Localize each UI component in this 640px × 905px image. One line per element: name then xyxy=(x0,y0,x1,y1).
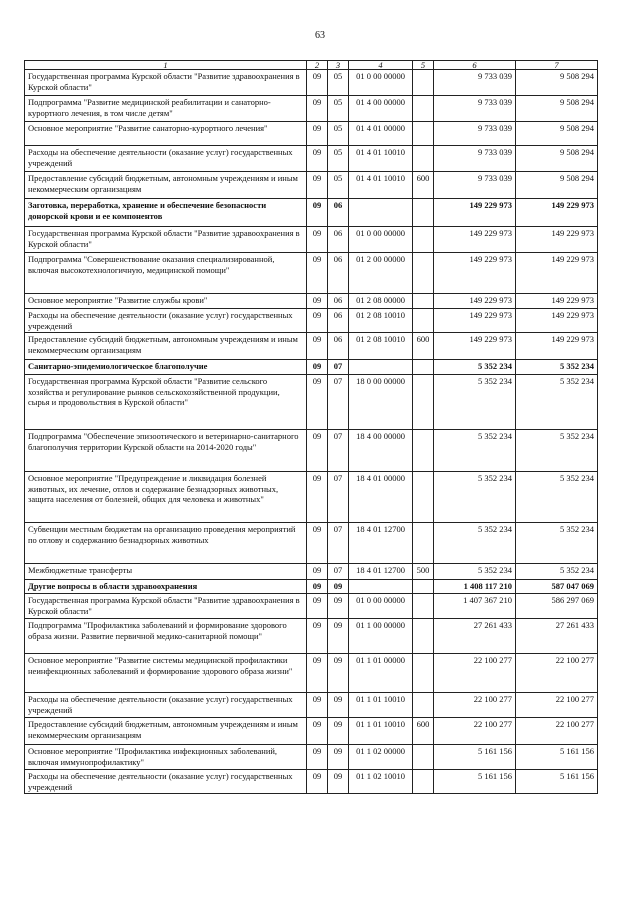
row-amount-2: 9 508 294 xyxy=(516,122,598,146)
row-name: Подпрограмма "Обеспечение эпизоотического и ветеринарно-санитарного благополучия территории Курской области на 2014-2020 годы" xyxy=(25,430,307,472)
row-amount-2: 149 229 973 xyxy=(516,333,598,360)
row-name: Государственная программа Курской области "Развитие сельского хозяйства и регулирование рынков сельскохозяйственной продукции, сырья и продовольствия в Курской области" xyxy=(25,375,307,430)
row-section: 09 xyxy=(307,122,328,146)
row-name: Основное мероприятие "Развитие системы медицинской профилактики неинфекционных заболеваний и формирование здорового образа жизни" xyxy=(25,654,307,693)
row-subsection: 09 xyxy=(328,619,349,654)
table-row xyxy=(25,309,598,333)
row-expense-type xyxy=(413,122,434,146)
header-cell: 3 xyxy=(328,61,349,70)
header-cell: 7 xyxy=(516,61,598,70)
row-subsection: 06 xyxy=(328,199,349,227)
row-expense-type xyxy=(413,227,434,253)
header-cell: 1 xyxy=(25,61,307,70)
row-name: Подпрограмма "Совершенствование оказания специализированной, включая высокотехнологичную, медицинской помощи" xyxy=(25,253,307,294)
row-name: Другие вопросы в области здравоохранения xyxy=(25,580,307,594)
table-row xyxy=(25,523,598,564)
row-section: 09 xyxy=(307,294,328,309)
row-subsection: 05 xyxy=(328,146,349,172)
table-row xyxy=(25,580,598,594)
row-target-code: 01 1 02 10010 xyxy=(349,770,413,794)
row-section: 09 xyxy=(307,564,328,580)
row-section: 09 xyxy=(307,309,328,333)
row-target-code xyxy=(349,360,413,375)
row-expense-type xyxy=(413,146,434,172)
row-amount-1: 5 352 234 xyxy=(434,360,516,375)
table-row xyxy=(25,199,598,227)
header-cell: 5 xyxy=(413,61,434,70)
row-subsection: 09 xyxy=(328,654,349,693)
table-row xyxy=(25,375,598,430)
row-target-code xyxy=(349,199,413,227)
table-row xyxy=(25,146,598,172)
row-expense-type xyxy=(413,70,434,96)
row-section: 09 xyxy=(307,745,328,770)
row-amount-2: 149 229 973 xyxy=(516,309,598,333)
row-target-code: 18 4 01 12700 xyxy=(349,564,413,580)
row-amount-1: 9 733 039 xyxy=(434,96,516,122)
row-section: 09 xyxy=(307,96,328,122)
row-expense-type xyxy=(413,594,434,619)
row-amount-1: 5 352 234 xyxy=(434,523,516,564)
row-name: Государственная программа Курской области "Развитие здравоохранения в Курской области" xyxy=(25,227,307,253)
header-row xyxy=(25,61,598,70)
row-expense-type: 500 xyxy=(413,564,434,580)
row-amount-1: 5 352 234 xyxy=(434,472,516,523)
row-expense-type xyxy=(413,294,434,309)
row-section: 09 xyxy=(307,654,328,693)
row-section: 09 xyxy=(307,619,328,654)
row-target-code: 01 4 01 10010 xyxy=(349,146,413,172)
row-expense-type xyxy=(413,253,434,294)
row-amount-2: 5 352 234 xyxy=(516,375,598,430)
row-subsection: 05 xyxy=(328,122,349,146)
row-section: 09 xyxy=(307,146,328,172)
row-amount-1: 22 100 277 xyxy=(434,693,516,718)
row-name: Предоставление субсидий бюджетным, автономным учреждениям и иным некоммерческим организациям xyxy=(25,333,307,360)
table-row xyxy=(25,745,598,770)
row-amount-1: 149 229 973 xyxy=(434,309,516,333)
row-target-code: 01 1 01 10010 xyxy=(349,718,413,745)
row-target-code: 01 1 00 00000 xyxy=(349,619,413,654)
table-row xyxy=(25,430,598,472)
row-expense-type xyxy=(413,580,434,594)
row-subsection: 06 xyxy=(328,227,349,253)
row-expense-type xyxy=(413,309,434,333)
row-amount-2: 22 100 277 xyxy=(516,718,598,745)
row-target-code: 01 1 01 00000 xyxy=(349,654,413,693)
row-target-code: 01 2 00 00000 xyxy=(349,253,413,294)
row-section: 09 xyxy=(307,594,328,619)
row-amount-1: 149 229 973 xyxy=(434,227,516,253)
row-target-code: 01 2 08 10010 xyxy=(349,333,413,360)
table-row xyxy=(25,333,598,360)
row-expense-type xyxy=(413,619,434,654)
row-subsection: 06 xyxy=(328,333,349,360)
row-amount-1: 149 229 973 xyxy=(434,199,516,227)
row-expense-type xyxy=(413,375,434,430)
row-amount-2: 5 352 234 xyxy=(516,523,598,564)
table-row xyxy=(25,253,598,294)
row-amount-2: 587 047 069 xyxy=(516,580,598,594)
row-section: 09 xyxy=(307,523,328,564)
row-amount-2: 149 229 973 xyxy=(516,199,598,227)
row-subsection: 07 xyxy=(328,564,349,580)
row-amount-2: 149 229 973 xyxy=(516,227,598,253)
row-section: 09 xyxy=(307,693,328,718)
row-subsection: 05 xyxy=(328,70,349,96)
row-subsection: 09 xyxy=(328,745,349,770)
table-row xyxy=(25,122,598,146)
row-expense-type: 600 xyxy=(413,333,434,360)
row-section: 09 xyxy=(307,770,328,794)
row-expense-type: 600 xyxy=(413,172,434,199)
row-expense-type xyxy=(413,199,434,227)
row-name: Государственная программа Курской области "Развитие здравоохранения в Курской области" xyxy=(25,594,307,619)
row-subsection: 09 xyxy=(328,693,349,718)
row-amount-2: 9 508 294 xyxy=(516,96,598,122)
row-section: 09 xyxy=(307,70,328,96)
row-section: 09 xyxy=(307,333,328,360)
row-subsection: 05 xyxy=(328,172,349,199)
row-subsection: 09 xyxy=(328,718,349,745)
row-expense-type xyxy=(413,430,434,472)
table-row xyxy=(25,360,598,375)
row-name: Расходы на обеспечение деятельности (оказание услуг) государственных учреждений xyxy=(25,693,307,718)
row-target-code: 18 0 00 00000 xyxy=(349,375,413,430)
table-row xyxy=(25,472,598,523)
row-amount-2: 5 352 234 xyxy=(516,564,598,580)
row-name: Основное мероприятие "Развитие службы крови" xyxy=(25,294,307,309)
row-subsection: 09 xyxy=(328,580,349,594)
row-amount-2: 5 352 234 xyxy=(516,430,598,472)
row-section: 09 xyxy=(307,227,328,253)
row-name: Предоставление субсидий бюджетным, автономным учреждениям и иным некоммерческим организациям xyxy=(25,718,307,745)
row-amount-1: 9 733 039 xyxy=(434,122,516,146)
row-subsection: 06 xyxy=(328,309,349,333)
row-target-code: 01 4 00 00000 xyxy=(349,96,413,122)
row-section: 09 xyxy=(307,472,328,523)
row-amount-1: 5 352 234 xyxy=(434,375,516,430)
row-target-code: 01 2 08 00000 xyxy=(349,294,413,309)
row-amount-2: 5 161 156 xyxy=(516,770,598,794)
table-row xyxy=(25,619,598,654)
row-subsection: 07 xyxy=(328,523,349,564)
row-target-code: 01 4 01 00000 xyxy=(349,122,413,146)
row-section: 09 xyxy=(307,375,328,430)
row-name: Подпрограмма "Профилактика заболеваний и формирование здорового образа жизни. Развитие первичной медико-санитарной помощи" xyxy=(25,619,307,654)
row-target-code: 01 4 01 10010 xyxy=(349,172,413,199)
row-target-code: 18 4 01 00000 xyxy=(349,472,413,523)
row-section: 09 xyxy=(307,430,328,472)
row-amount-1: 5 161 156 xyxy=(434,745,516,770)
row-expense-type xyxy=(413,770,434,794)
row-amount-2: 5 352 234 xyxy=(516,472,598,523)
table-row xyxy=(25,294,598,309)
row-amount-2: 5 161 156 xyxy=(516,745,598,770)
table-row xyxy=(25,770,598,794)
table-row xyxy=(25,693,598,718)
table-row xyxy=(25,172,598,199)
row-amount-1: 9 733 039 xyxy=(434,146,516,172)
row-amount-2: 586 297 069 xyxy=(516,594,598,619)
row-expense-type: 600 xyxy=(413,718,434,745)
row-amount-1: 27 261 433 xyxy=(434,619,516,654)
row-amount-1: 22 100 277 xyxy=(434,718,516,745)
row-name: Межбюджетные трансферты xyxy=(25,564,307,580)
row-amount-2: 5 352 234 xyxy=(516,360,598,375)
row-expense-type xyxy=(413,654,434,693)
row-subsection: 07 xyxy=(328,360,349,375)
row-target-code: 18 4 00 00000 xyxy=(349,430,413,472)
table-row xyxy=(25,70,598,96)
row-expense-type xyxy=(413,693,434,718)
row-section: 09 xyxy=(307,360,328,375)
row-amount-1: 5 161 156 xyxy=(434,770,516,794)
row-expense-type xyxy=(413,472,434,523)
row-subsection: 07 xyxy=(328,472,349,523)
row-target-code xyxy=(349,580,413,594)
header-cell: 4 xyxy=(349,61,413,70)
row-section: 09 xyxy=(307,172,328,199)
table-row xyxy=(25,227,598,253)
row-amount-1: 5 352 234 xyxy=(434,430,516,472)
row-target-code: 01 1 02 00000 xyxy=(349,745,413,770)
row-amount-1: 149 229 973 xyxy=(434,333,516,360)
row-name: Основное мероприятие "Развитие санаторно-курортного лечения" xyxy=(25,122,307,146)
row-target-code: 18 4 01 12700 xyxy=(349,523,413,564)
row-subsection: 09 xyxy=(328,594,349,619)
row-name: Санитарно-эпидемиологическое благополучие xyxy=(25,360,307,375)
table-row xyxy=(25,96,598,122)
row-amount-1: 1 408 117 210 xyxy=(434,580,516,594)
row-subsection: 05 xyxy=(328,96,349,122)
row-target-code: 01 2 08 10010 xyxy=(349,309,413,333)
row-target-code: 01 0 00 00000 xyxy=(349,594,413,619)
row-amount-1: 149 229 973 xyxy=(434,253,516,294)
table-row xyxy=(25,594,598,619)
row-amount-1: 9 733 039 xyxy=(434,70,516,96)
row-subsection: 09 xyxy=(328,770,349,794)
row-subsection: 07 xyxy=(328,375,349,430)
row-amount-1: 149 229 973 xyxy=(434,294,516,309)
row-name: Расходы на обеспечение деятельности (оказание услуг) государственных учреждений xyxy=(25,770,307,794)
row-amount-2: 27 261 433 xyxy=(516,619,598,654)
row-expense-type xyxy=(413,745,434,770)
header-cell: 2 xyxy=(307,61,328,70)
row-section: 09 xyxy=(307,580,328,594)
row-section: 09 xyxy=(307,253,328,294)
budget-table xyxy=(24,60,598,794)
row-name: Расходы на обеспечение деятельности (оказание услуг) государственных учреждений xyxy=(25,146,307,172)
page-number: 63 xyxy=(315,30,325,41)
row-expense-type xyxy=(413,96,434,122)
row-target-code: 01 0 00 00000 xyxy=(349,70,413,96)
row-name: Расходы на обеспечение деятельности (оказание услуг) государственных учреждений xyxy=(25,309,307,333)
row-amount-1: 9 733 039 xyxy=(434,172,516,199)
table-row xyxy=(25,718,598,745)
row-subsection: 06 xyxy=(328,294,349,309)
row-amount-2: 22 100 277 xyxy=(516,654,598,693)
row-amount-2: 9 508 294 xyxy=(516,172,598,199)
row-name: Заготовка, переработка, хранение и обеспечение безопасности донорской крови и ее компонентов xyxy=(25,199,307,227)
row-subsection: 06 xyxy=(328,253,349,294)
row-name: Государственная программа Курской области "Развитие здравоохранения в Курской области" xyxy=(25,70,307,96)
row-amount-2: 22 100 277 xyxy=(516,693,598,718)
row-subsection: 07 xyxy=(328,430,349,472)
row-amount-1: 1 407 367 210 xyxy=(434,594,516,619)
table-row xyxy=(25,654,598,693)
row-expense-type xyxy=(413,523,434,564)
row-name: Предоставление субсидий бюджетным, автономным учреждениям и иным некоммерческим организациям xyxy=(25,172,307,199)
row-name: Основное мероприятие "Предупреждение и ликвидация болезней животных, их лечение, отлов и содержание безнадзорных животных, защита населения от болезней, общих для человека и животных" xyxy=(25,472,307,523)
row-section: 09 xyxy=(307,199,328,227)
row-amount-2: 9 508 294 xyxy=(516,70,598,96)
row-target-code: 01 0 00 00000 xyxy=(349,227,413,253)
row-name: Основное мероприятие "Профилактика инфекционных заболеваний, включая иммунопрофилактику" xyxy=(25,745,307,770)
row-expense-type xyxy=(413,360,434,375)
row-amount-2: 149 229 973 xyxy=(516,253,598,294)
header-cell: 6 xyxy=(434,61,516,70)
row-name: Субвенции местным бюджетам на организацию проведения мероприятий по отлову и содержанию безнадзорных животных xyxy=(25,523,307,564)
row-amount-2: 149 229 973 xyxy=(516,294,598,309)
row-name: Подпрограмма "Развитие медицинской реабилитации и санаторно-курортного лечения, в том числе детям" xyxy=(25,96,307,122)
row-amount-1: 5 352 234 xyxy=(434,564,516,580)
row-section: 09 xyxy=(307,718,328,745)
row-target-code: 01 1 01 10010 xyxy=(349,693,413,718)
row-amount-2: 9 508 294 xyxy=(516,146,598,172)
table-row xyxy=(25,564,598,580)
row-amount-1: 22 100 277 xyxy=(434,654,516,693)
